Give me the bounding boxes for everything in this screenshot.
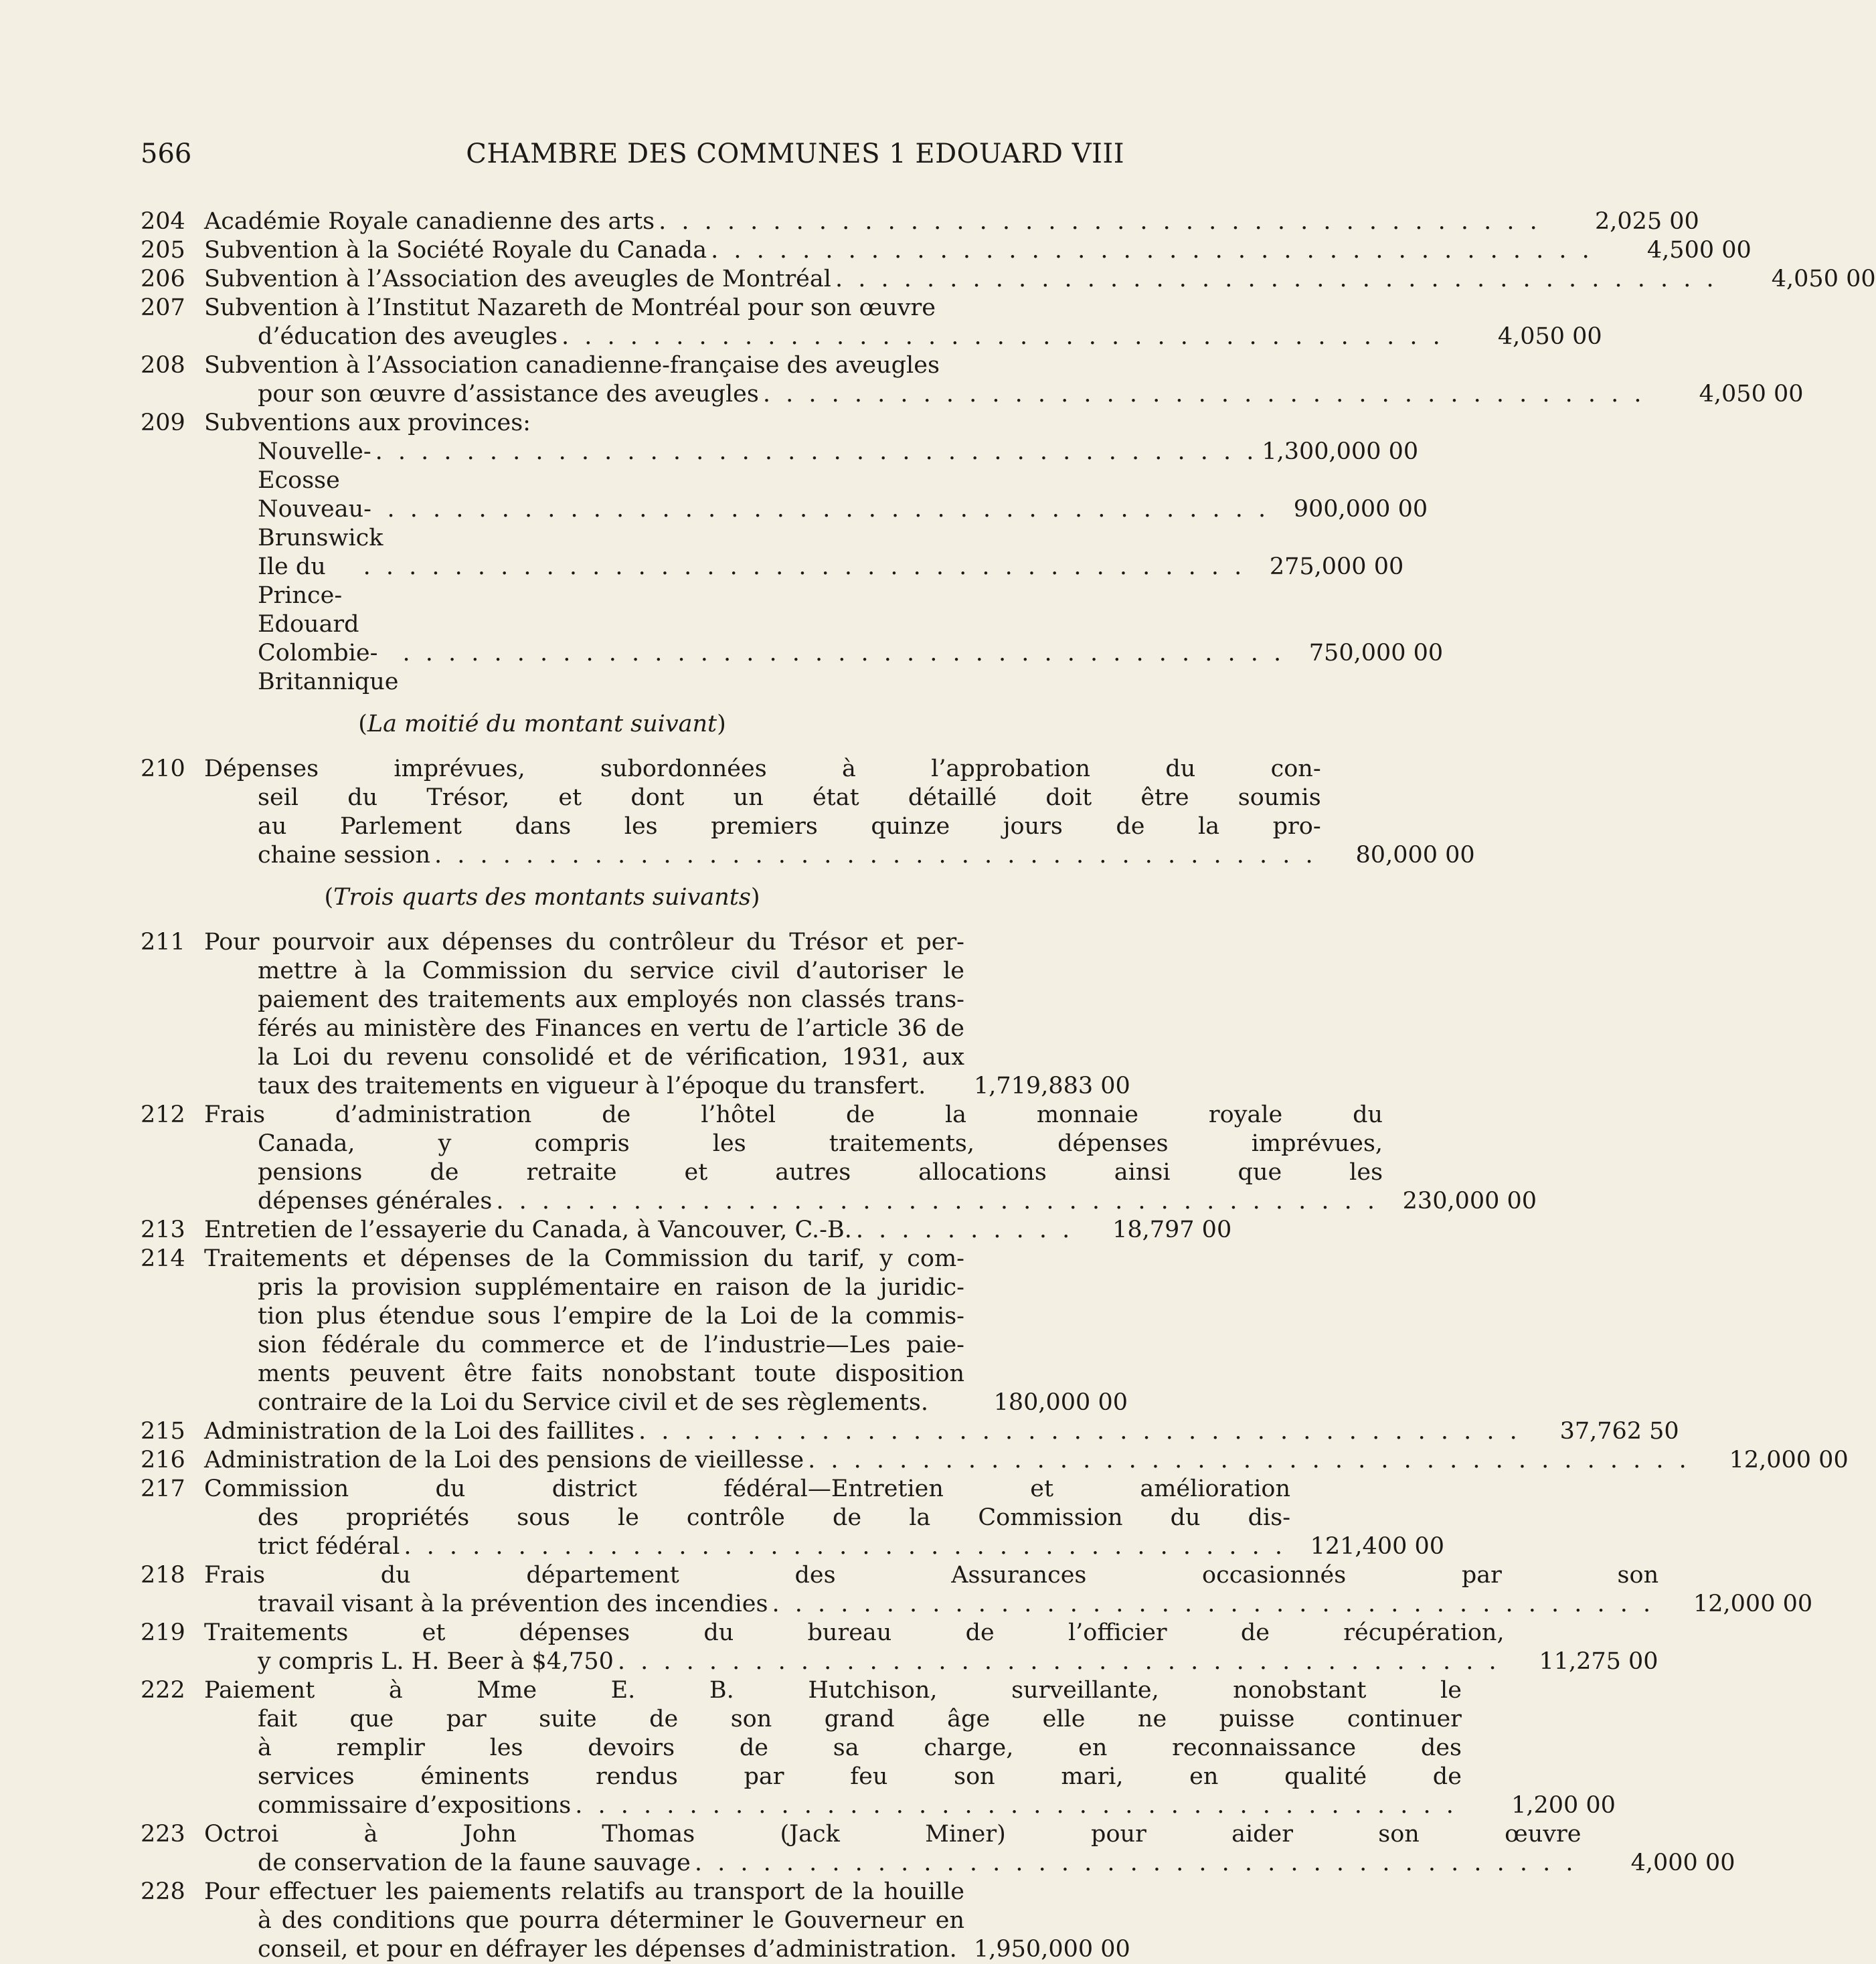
entry-text: Entretien de l’essayerie du Canada, à Vancouver, C.-B. xyxy=(204,1217,852,1243)
entry-text: Pour pourvoir aux dépenses du contrôleur du Trésor et per- xyxy=(204,929,964,956)
leader-dots: . . . . . . . . . . . . . . . . . . . . . . . . . . . . . . . . . . . . . . . xyxy=(659,208,1541,235)
entry-209 xyxy=(141,409,1128,438)
section-heading-half: (La moitié du montant suivant) xyxy=(358,711,726,737)
entry-text: à des conditions que pourra déterminer le Gouverneur en xyxy=(258,1907,964,1934)
entry-text: férés au ministère des Finances en vertu de l’article 36 de xyxy=(258,1015,964,1042)
entry-213 xyxy=(141,1216,1232,1245)
entry-text: sion fédérale du commerce et de l’industrie—Les paie- xyxy=(258,1332,964,1358)
entry-206 xyxy=(141,265,1876,294)
entry-number: 206 xyxy=(141,266,185,292)
entry-text: Administration de la Loi des faillites xyxy=(204,1418,635,1445)
entry-text: Subventions aux provinces: xyxy=(204,410,531,436)
entry-number: 214 xyxy=(141,1245,185,1272)
entry-212 xyxy=(141,1101,1537,1216)
entry-text: Subvention à l’Institut Nazareth de Montréal pour son œuvre xyxy=(204,294,936,321)
entry-amount: 12,000 00 xyxy=(1729,1447,1849,1474)
leader-dots: . . . . . . . . . . . . . . . . . . . . . . . . . . . . . . . . . . . . . . . xyxy=(772,1591,1655,1617)
entry-number: 210 xyxy=(141,755,185,782)
leader-dots: . . . . . . . . . . . . . . . . . . . . . . . . . . . . . . . . . . . . . . . xyxy=(694,1850,1577,1876)
entry-number: 223 xyxy=(141,1821,185,1848)
entry-text: services éminents rendus par feu son mari, en qualité de xyxy=(258,1763,1462,1790)
entry-text: pensions de retraite et autres allocations ainsi que les xyxy=(258,1159,1383,1186)
entry-text: y compris L. H. Beer à $4,750 xyxy=(258,1648,614,1675)
entry-number: 208 xyxy=(141,352,185,379)
province-amount: 1,300,000 00 xyxy=(1262,438,1419,465)
entry-text: conseil, et pour en défrayer les dépenses d’administration. xyxy=(258,1936,957,1963)
entry-number: 211 xyxy=(141,929,185,956)
entry-text: Subvention à l’Association des aveugles de Montréal xyxy=(204,266,831,292)
entry-text: des propriétés sous le contrôle de la Commission du dis- xyxy=(258,1504,1291,1531)
entry-text: fait que par suite de son grand âge elle ne puisse continuer xyxy=(258,1706,1462,1732)
entry-number: 218 xyxy=(141,1562,185,1589)
entry-214 xyxy=(141,1245,1128,1417)
entry-text: Subvention à l’Association canadienne-française des aveugles xyxy=(204,352,940,379)
entry-text: Octroi à John Thomas (Jack Miner) pour aider son œuvre xyxy=(204,1821,1582,1848)
entry-amount: 121,400 00 xyxy=(1310,1533,1445,1560)
entry-number: 207 xyxy=(141,294,185,321)
page-header xyxy=(141,134,1124,174)
entry-text: seil du Trésor, et dont un état détaillé doit être soumis xyxy=(258,784,1321,811)
leader-dots: . . . . . . . . . . . . . . . . . . . . . . . . . . . . . . . . . . . . . . . xyxy=(363,553,1246,580)
entry-amount: 180,000 00 xyxy=(993,1389,1128,1416)
entry-text: à remplir les devoirs de sa charge, en reconnaissance des xyxy=(258,1734,1462,1761)
entry-205 xyxy=(141,236,1752,265)
province-row xyxy=(141,495,1428,553)
entry-text: tion plus étendue sous l’empire de la Loi de la commis- xyxy=(258,1303,964,1330)
entry-text: Administration de la Loi des pensions de vieillesse xyxy=(204,1447,804,1474)
entry-number: 219 xyxy=(141,1619,185,1646)
entry-text: pris la provision supplémentaire en raison de la juridic- xyxy=(258,1274,964,1301)
entry-219 xyxy=(141,1619,1658,1676)
entry-210 xyxy=(141,755,1475,870)
entry-text: dépenses générales xyxy=(258,1188,493,1215)
entry-amount: 1,200 00 xyxy=(1511,1792,1616,1819)
entry-text: Frais d’administration de l’hôtel de la monnaie royale du xyxy=(204,1101,1383,1128)
entry-text: commissaire d’expositions xyxy=(258,1792,572,1819)
entry-number: 209 xyxy=(141,410,185,436)
entry-text: Dépenses imprévues, subordonnées à l’approbation du con- xyxy=(204,755,1321,782)
entry-text: taux des traitements en vigueur à l’époque du transfert. xyxy=(258,1073,926,1099)
entry-number: 213 xyxy=(141,1217,185,1243)
province-name: Ile du Prince-Edouard xyxy=(258,553,359,638)
entry-text: travail visant à la prévention des incendies xyxy=(258,1591,768,1617)
leader-dots: . . . . . . . . . . . . . . . . . . . . . . . . . . . . . . . . . . . . . . . xyxy=(835,266,1718,292)
page-number: 566 xyxy=(141,139,192,169)
entry-208 xyxy=(141,351,1804,409)
province-name: Nouvelle-Ecosse xyxy=(258,438,371,494)
entry-text: d’éducation des aveugles xyxy=(258,323,558,350)
entry-number: 215 xyxy=(141,1418,185,1445)
entry-text: trict fédéral xyxy=(258,1533,400,1560)
entry-text: Frais du département des Assurances occasionnés par son xyxy=(204,1562,1659,1589)
province-amount: 900,000 00 xyxy=(1293,496,1428,523)
entry-218 xyxy=(141,1561,1813,1619)
entry-222 xyxy=(141,1676,1616,1820)
entry-text: Traitements et dépenses de la Commission du tarif, y com- xyxy=(204,1245,964,1272)
entry-amount: 18,797 00 xyxy=(1112,1217,1232,1243)
province-row xyxy=(141,553,1404,639)
province-row xyxy=(141,438,1419,495)
entry-text: mettre à la Commission du service civil d’autoriser le xyxy=(258,958,964,984)
entry-text: Pour effectuer les paiements relatifs au transport de la houille xyxy=(204,1878,964,1905)
entry-223 xyxy=(141,1820,1735,1878)
entry-204 xyxy=(141,207,1699,236)
leader-dots: . . . . . . . . . . . . . . . . . . . . . . . . . . . . . . . . . . . . . . . xyxy=(711,237,1594,264)
entry-228 xyxy=(141,1878,1128,1964)
entry-number: 222 xyxy=(141,1677,185,1704)
entry-text: Paiement à Mme E. B. Hutchison, surveillante, nonobstant le xyxy=(204,1677,1462,1704)
section-heading-three-quarters: (Trois quarts des montants suivants) xyxy=(324,884,760,911)
leader-dots: . . . . . . . . . . . . . . . . . . . . . . . . . . . . . . . . . . . . . . . xyxy=(387,496,1270,523)
entry-amount: 2,025 00 xyxy=(1594,208,1699,235)
entry-number: 205 xyxy=(141,237,185,264)
entry-211 xyxy=(141,928,1128,1101)
entry-amount: 37,762 50 xyxy=(1559,1418,1679,1445)
entry-number: 212 xyxy=(141,1101,185,1128)
leader-dots: . . . . . . . . . . . . . . . . . . . . . . . . . . . . . . . . . . . . . . . xyxy=(562,323,1444,350)
entry-amount: 1,950,000 00 xyxy=(974,1936,1130,1963)
entry-number: 217 xyxy=(141,1476,185,1502)
entry-number: 216 xyxy=(141,1447,185,1474)
entry-text: ments peuvent être faits nonobstant toute disposition xyxy=(258,1360,964,1387)
entry-text: pour son œuvre d’assistance des aveugles xyxy=(258,381,759,408)
leader-dots: . . . . . . . . . . . . . . . . . . . . . . . . . . . . . . . . . . . . . . . xyxy=(375,438,1258,465)
entry-text: la Loi du revenu consolidé et de vérification, 1931, aux xyxy=(258,1044,964,1071)
entry-text: Subvention à la Société Royale du Canada xyxy=(204,237,707,264)
leader-dots: . . . . . . . . . . . . . . . . . . . . . . . . . . . . . . . . . . . . . . . xyxy=(762,381,1646,408)
entry-amount: 12,000 00 xyxy=(1693,1591,1813,1617)
entry-207 xyxy=(141,294,1602,351)
leader-dots: . . . . . . . . . . . . . . . . . . . . . . . . . . . . . . . . . . . . . . . xyxy=(808,1447,1691,1474)
province-name: Nouveau-Brunswick xyxy=(258,496,383,551)
entry-text: Commission du district fédéral—Entretien et amélioration xyxy=(204,1476,1291,1502)
entry-216 xyxy=(141,1446,1849,1475)
province-amount: 750,000 00 xyxy=(1308,640,1444,666)
entry-text: de conservation de la faune sauvage xyxy=(258,1850,691,1876)
entry-amount: 80,000 00 xyxy=(1355,842,1475,869)
entry-number: 228 xyxy=(141,1878,185,1905)
entry-number: 204 xyxy=(141,208,185,235)
entry-amount: 11,275 00 xyxy=(1539,1648,1658,1675)
entry-amount: 4,050 00 xyxy=(1771,266,1876,292)
estimates-list xyxy=(141,207,1876,1964)
running-title: CHAMBRE DES COMMUNES 1 EDOUARD VIII xyxy=(466,139,1124,169)
entry-text: Académie Royale canadienne des arts xyxy=(204,208,655,235)
entry-217 xyxy=(141,1475,1445,1561)
entry-amount: 4,000 00 xyxy=(1630,1850,1735,1876)
entry-text: contraire de la Loi du Service civil et de ses règlements. xyxy=(258,1389,928,1416)
entry-amount: 1,719,883 00 xyxy=(974,1073,1130,1099)
leader-dots: . . . . . . . . . . . . . . . . . . . . . . . . . . . . . . . . . . . . . . . xyxy=(402,640,1286,666)
entry-amount: 230,000 00 xyxy=(1402,1188,1537,1215)
entry-amount: 4,050 00 xyxy=(1497,323,1602,350)
leader-dots: . . . . . . . . . . . . . . . . . . . . . . . . . . . . . . . . . . . . . . . xyxy=(617,1648,1501,1675)
entry-text: Canada, y compris les traitements, dépenses imprévues, xyxy=(258,1130,1383,1157)
entry-text: chaine session xyxy=(258,842,430,869)
leader-dots: . . . . . . . . . . . . . . . . . . . . . . . . . . . . . . . . . . . . . . . xyxy=(404,1533,1287,1560)
province-row xyxy=(141,639,1444,697)
province-amount: 275,000 00 xyxy=(1269,553,1404,580)
leader-dots: . . . . . . . . . . . . . . . . . . . . . . . . . . . . . . . . . . . . . . . xyxy=(575,1792,1458,1819)
entry-text: Traitements et dépenses du bureau de l’officier de récupération, xyxy=(204,1619,1505,1646)
entry-amount: 4,050 00 xyxy=(1699,381,1804,408)
entry-text: paiement des traitements aux employés non classés trans- xyxy=(258,986,964,1013)
leader-dots: . . . . . . . . . . xyxy=(855,1217,1074,1243)
leader-dots: . . . . . . . . . . . . . . . . . . . . . . . . . . . . . . . . . . . . . . . xyxy=(434,842,1317,869)
province-name: Colombie-Britannique xyxy=(258,640,399,695)
entry-amount: 4,500 00 xyxy=(1646,237,1752,264)
leader-dots: . . . . . . . . . . . . . . . . . . . . . . . . . . . . . . . . . . . . . . . xyxy=(638,1418,1521,1445)
entry-215 xyxy=(141,1417,1679,1446)
leader-dots: . . . . . . . . . . . . . . . . . . . . . . . . . . . . . . . . . . . . . . . xyxy=(496,1188,1379,1215)
entry-text: au Parlement dans les premiers quinze jours de la pro- xyxy=(258,813,1321,840)
